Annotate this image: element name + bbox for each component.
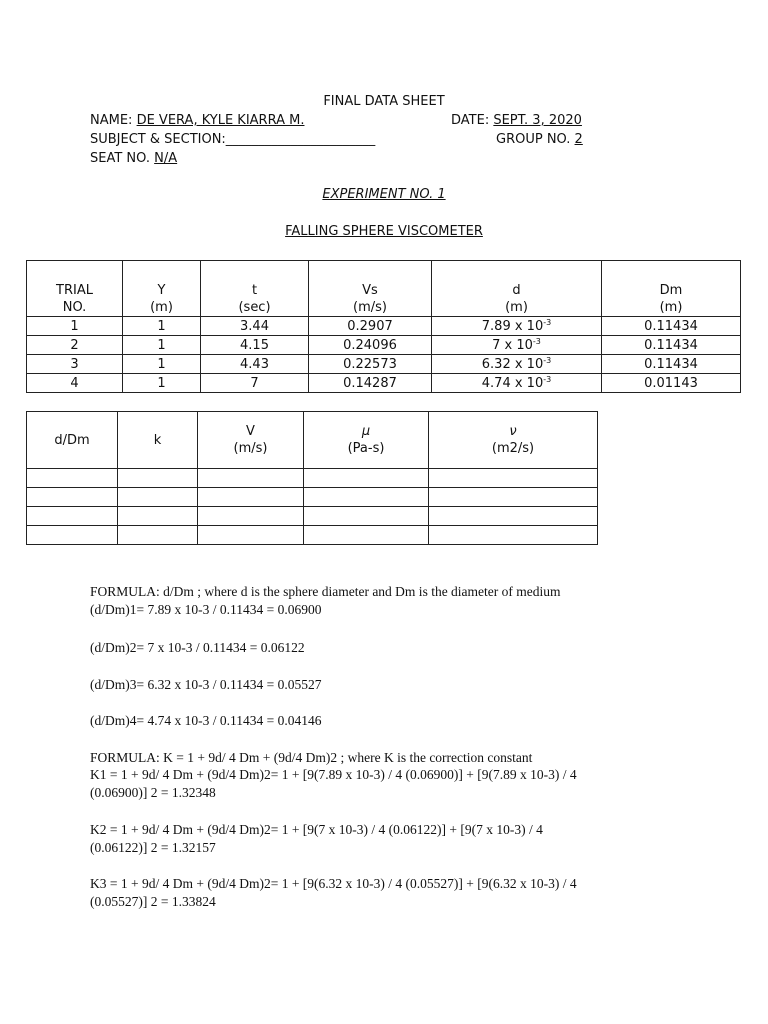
date-value: SEPT. 3, 2020 (493, 113, 582, 128)
calc-d-over-dm-3: (d/Dm)3= 6.32 x 10-3 / 0.11434 = 0.05527 (90, 677, 322, 692)
subject-section-line: SUBJECT & SECTION:_______________________ (90, 132, 376, 147)
cell-dm: 0.01143 (602, 374, 741, 393)
table-row (27, 374, 741, 393)
seat-line (90, 151, 177, 166)
table-row (27, 317, 741, 336)
cell-y: 1 (123, 317, 201, 336)
group-label: GROUP NO. (496, 132, 571, 147)
cell-trial: 3 (27, 355, 123, 374)
cell-vs: 0.22573 (309, 355, 432, 374)
seat-label: SEAT NO. (90, 151, 150, 166)
col-header-trial: TRIAL NO. (27, 261, 123, 317)
col-header-d-over-dm: d/Dm (27, 412, 118, 469)
cell-trial: 4 (27, 374, 123, 393)
cell-vs: 0.14287 (309, 374, 432, 393)
trial-data-table (26, 260, 741, 393)
date-label: DATE: (451, 113, 490, 128)
formula-k: FORMULA: K = 1 + 9d/ 4 Dm + (9d/4 Dm)2 ; where K is the correction constant (90, 750, 533, 765)
calc-d-over-dm-4: (d/Dm)4= 4.74 x 10-3 / 0.11434 = 0.04146 (90, 713, 322, 728)
cell-d: 7.89 x $10^{-3}$ (432, 317, 602, 336)
calc-d-over-dm-2: (d/Dm)2= 7 x 10-3 / 0.11434 = 0.06122 (90, 640, 305, 655)
seat-value: N/A (154, 151, 178, 166)
col-header-v: V (m/s) (198, 412, 304, 469)
col-header-y: Y (m) (123, 261, 201, 317)
cell-dm: 0.11434 (602, 355, 741, 374)
cell-t: 3.44 (201, 317, 309, 336)
table-row (27, 507, 598, 526)
col-header-t: t (sec) (201, 261, 309, 317)
table-row (27, 355, 741, 374)
table-row (27, 526, 598, 545)
calc-k1-line2: (0.06900)] 2 = 1.32348 (90, 785, 216, 800)
calc-k2-line1: K2 = 1 + 9d/ 4 Dm + (9d/4 Dm)2= 1 + [9(7 x 10-3) / 4 (0.06122)] + [9(7 x 10-3) / 4 (90, 822, 543, 837)
table-row (27, 336, 741, 355)
table-row (27, 488, 598, 507)
cell-vs: 0.24096 (309, 336, 432, 355)
name-value: DE VERA, KYLE KIARRA M. (136, 113, 305, 128)
table-row (27, 469, 598, 488)
calc-k1-line1: K1 = 1 + 9d/ 4 Dm + (9d/4 Dm)2= 1 + [9(7.89 x 10-3) / 4 (0.06900)] + [9(7.89 x 10-3) / 4 (90, 767, 577, 782)
cell-y: 1 (123, 336, 201, 355)
results-table (26, 411, 598, 545)
table-header-row (27, 261, 741, 317)
cell-d: 6.32 x $10^{-3}$ (432, 355, 602, 374)
calc-k3-line1: K3 = 1 + 9d/ 4 Dm + (9d/4 Dm)2= 1 + [9(6.32 x 10-3) / 4 (0.05527)] + [9(6.32 x 10-3) / 4 (90, 876, 577, 891)
cell-y: 1 (123, 374, 201, 393)
cell-d: 7 x $10^{-3}$ (432, 336, 602, 355)
sheet-title: FINAL DATA SHEET (323, 94, 445, 109)
name-label: NAME: (90, 113, 133, 128)
col-header-k: k (118, 412, 198, 469)
col-header-dm: Dm (m) (602, 261, 741, 317)
experiment-title: FALLING SPHERE VISCOMETER (285, 224, 483, 239)
formula-d-over-dm: FORMULA: d/Dm ; where d is the sphere diameter and Dm is the diameter of medium (90, 584, 561, 599)
cell-y: 1 (123, 355, 201, 374)
cell-trial: 2 (27, 336, 123, 355)
cell-dm: 0.11434 (602, 336, 741, 355)
cell-d: 4.74 x $10^{-3}$ (432, 374, 602, 393)
cell-t: 7 (201, 374, 309, 393)
col-header-mu: μ (Pa-s) (304, 412, 429, 469)
experiment-number: EXPERIMENT NO. 1 (322, 187, 446, 202)
cell-t: 4.43 (201, 355, 309, 374)
table-header-row (27, 412, 598, 469)
col-header-vs: Vs (m/s) (309, 261, 432, 317)
col-header-d: d (m) (432, 261, 602, 317)
col-header-nu: ν (m2/s) (429, 412, 598, 469)
calc-k2-line2: (0.06122)] 2 = 1.32157 (90, 840, 216, 855)
calc-k3-line2: (0.05527)] 2 = 1.33824 (90, 894, 216, 909)
cell-dm: 0.11434 (602, 317, 741, 336)
calc-d-over-dm-1: (d/Dm)1= 7.89 x 10-3 / 0.11434 = 0.06900 (90, 602, 322, 617)
cell-trial: 1 (27, 317, 123, 336)
date-line (451, 113, 582, 128)
group-line (496, 132, 583, 147)
cell-t: 4.15 (201, 336, 309, 355)
name-line (90, 113, 304, 128)
cell-vs: 0.2907 (309, 317, 432, 336)
group-value: 2 (574, 132, 583, 147)
